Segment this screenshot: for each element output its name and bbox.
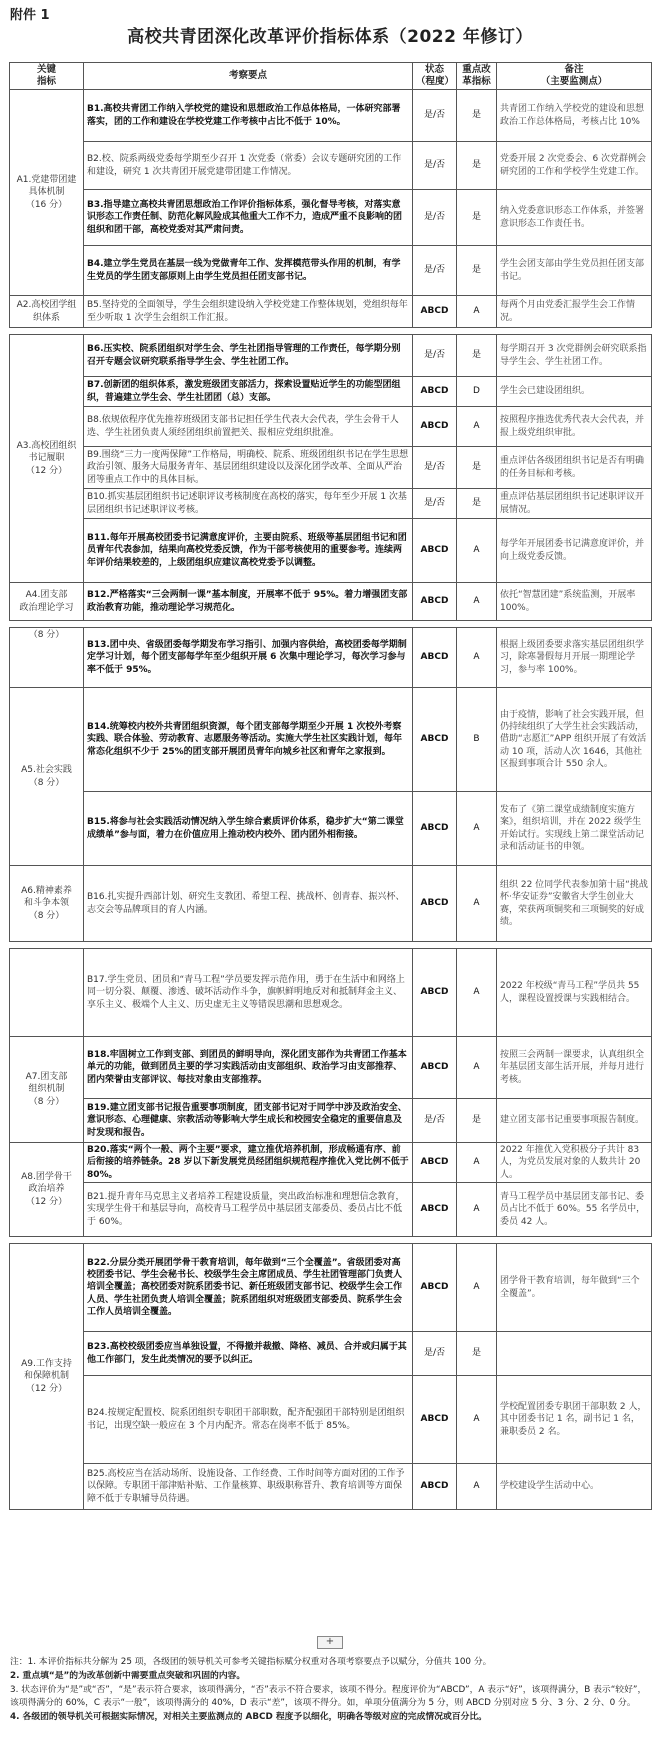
status-cell: ABCD (413, 1037, 457, 1099)
note-cell: 每学期召开 3 次党群例会研究联系指导学生会、学生社团工作。 (497, 335, 652, 377)
status-cell: 是/否 (413, 190, 457, 246)
note-cell: 每两个月由党委汇报学生会工作情况。 (497, 296, 652, 328)
point-cell: B15.将参与社会实践活动情况纳入学生综合素质评价体系，稳步扩大“第二课堂成绩单”参与面，着力在价值应用上推动校内校外、团内团外相衔接。 (84, 792, 413, 866)
column-header-note: 备注 （主要监测点） (497, 63, 652, 90)
note-cell: 2022 年推优入党积极分子共计 83 人，为党员发展对象的人数共计 20 人。 (497, 1143, 652, 1183)
note-cell: 发布了《第二课堂成绩制度实施方案》，组织培训，并在 2022 级学生开始试行。实现线上第二课堂活动记录和活动证书的申领。 (497, 792, 652, 866)
status-cell: 是/否 (413, 1099, 457, 1143)
status-cell: ABCD (413, 1464, 457, 1510)
status-cell: 是/否 (413, 1332, 457, 1376)
point-cell: B17.学生党员、团员和“青马工程”学员要发挥示范作用，勇于在生活中和网络上同一切分裂、颠覆、渗透、破坏活动作斗争，旗帜鲜明地反对和抵制拜金主义、享乐主义、极端个人主义、历史虚无主义等错误思潮和思想观念。 (84, 949, 413, 1037)
note-cell: 团学骨干教育培训，每年做到“三个全覆盖”。 (497, 1244, 652, 1332)
status-cell: 是/否 (413, 335, 457, 377)
status-cell: ABCD (413, 407, 457, 447)
status-cell: ABCD (413, 583, 457, 621)
indicator-cell: A9.工作支持 和保障机制 （12 分） (10, 1244, 84, 1510)
key-reform-cell: A (457, 866, 497, 942)
note-cell (497, 1332, 652, 1376)
status-cell: 是/否 (413, 246, 457, 296)
key-reform-cell: A (457, 1464, 497, 1510)
note-cell: 依托“智慧团建”系统监测，开展率 100%。 (497, 583, 652, 621)
key-reform-cell: A (457, 407, 497, 447)
point-cell: B18.牢固树立工作到支部、到团员的鲜明导向，深化团支部作为共青团工作基本单元的功能，做到团员主要的学习实践活动由支部组织、政治学习由支部推荐、团内荣誉由支部评议、每技对象由支部推荐。 (84, 1037, 413, 1099)
point-cell: B2.校、院系两级党委每学期至少召开 1 次党委（常委）会议专题研究团的工作和建设，研究 1 次共青团开展党建带团建工作情况。 (84, 142, 413, 190)
indicator-cell: A7.团支部 组织机制 （8 分） (10, 1037, 84, 1143)
key-reform-cell: A (457, 296, 497, 328)
status-cell: 是/否 (413, 90, 457, 142)
note-cell: 学校建设学生活动中心。 (497, 1464, 652, 1510)
footnote-4: 4. 各级团的领导机关可根据实际情况，对相关主要监测点的 ABCD 程度予以细化，明确各等级对应的完成情况或百分比。 (10, 1712, 487, 1723)
point-cell: B21.提升青年马克思主义者培养工程建设质量，突出政治标准和理想信念教育，实现学生骨干和基层导向，高校青马工程学员中基层团支部委员、委员占比不低于 60%。 (84, 1183, 413, 1237)
point-cell: B11.每年开展高校团委书记满意度评价，主要由院系、班级等基层团组书记和团员青年代表参加，结果向高校党委反馈，作为干部考核使用的重要参考。连续两年评价结果较差的，上级团组织应建议高校党委予以调整。 (84, 519, 413, 583)
status-cell: ABCD (413, 1244, 457, 1332)
note-cell: 青马工程学员中基层团支部书记、委员占比不低于 60%。55 名学员中，委员 42 人。 (497, 1183, 652, 1237)
point-cell: B20.落实“两个一般、两个主要”要求，建立推优培养机制，形成畅通有序、前后衔接的培养链条。28 岁以下新发展党员经团组织规范程序推优入党比例不低于 80%。 (84, 1143, 413, 1183)
note-cell: 纳入党委意识形态工作体系，并签署意识形态工作责任书。 (497, 190, 652, 246)
note-cell: 按照程序推选优秀代表大会代表，并报上级党组织审批。 (497, 407, 652, 447)
key-reform-cell: 是 (457, 489, 497, 519)
key-reform-cell: A (457, 628, 497, 688)
annex-label: 附件 1 (10, 8, 50, 23)
indicator-cell: A5.社会实践 （8 分） (10, 688, 84, 866)
status-cell: ABCD (413, 628, 457, 688)
status-cell: ABCD (413, 519, 457, 583)
note-cell: 共青团工作纳入学校党的建设和思想政治工作总体格局，考核占比 10% (497, 90, 652, 142)
note-cell: 按照三会两制一课要求，认真组织全年基层团支部生活开展，并每月进行考核。 (497, 1037, 652, 1099)
key-reform-cell: A (457, 1037, 497, 1099)
indicator-cell: （8 分） (10, 628, 84, 688)
status-cell: 是/否 (413, 142, 457, 190)
note-cell: 学生会已建设团组织。 (497, 377, 652, 407)
point-cell: B16.扎实提升西部计划、研究生支教团、希望工程、挑战杯、创青春、振兴杯、志交会等品牌项目的育人内涵。 (84, 866, 413, 942)
column-header-key: 重点改 革指标 (457, 63, 497, 90)
status-cell: ABCD (413, 866, 457, 942)
point-cell: B10.抓实基层团组织书记述职评议考核制度在高校的落实，每年至少开展 1 次基层团组织书记述职评议考核。 (84, 489, 413, 519)
note-cell: 学生会团支部由学生党员担任团支部书记。 (497, 246, 652, 296)
indicator-cell: A3.高校团组织 书记履职 （12 分） (10, 335, 84, 583)
key-reform-cell: A (457, 1183, 497, 1237)
indicator-cell: A2.高校团学组 织体系 (10, 296, 84, 328)
key-reform-cell: A (457, 1244, 497, 1332)
key-reform-cell: 是 (457, 1099, 497, 1143)
status-cell: 是/否 (413, 447, 457, 489)
key-reform-cell: B (457, 688, 497, 792)
key-reform-cell: A (457, 949, 497, 1037)
footnote-1: 注：1. 本评价指标共分解为 25 项，各级团的领导机关可参考关键指标赋分权重对各项考察要点予以赋分，分值共 100 分。 (10, 1657, 492, 1667)
key-reform-cell: 是 (457, 246, 497, 296)
point-cell: B7.创新团的组织体系，激发班级团支部活力，探索设置贴近学生的功能型团组织，普遍建立学生会、学生社团团（总）支部。 (84, 377, 413, 407)
key-reform-cell: 是 (457, 1332, 497, 1376)
note-cell: 党委开展 2 次党委会、6 次党群例会研究团的工作和学校学生党建工作。 (497, 142, 652, 190)
key-reform-cell: 是 (457, 142, 497, 190)
note-cell: 每学年开展团委书记满意度评价，并向上级党委反馈。 (497, 519, 652, 583)
point-cell: B8.依规依程序优先推荐班级团支部书记担任学生代表大会代表，学生会骨干人选、学生社团负责人须经团组织前置把关、报相应党组织批准。 (84, 407, 413, 447)
status-cell: ABCD (413, 949, 457, 1037)
note-cell: 重点评估基层团组织书记述职评议开展情况。 (497, 489, 652, 519)
point-cell: B13.团中央、省级团委每学期发布学习指引、加强内容供给，高校团委每学期制定学习计划，每个团支部每学年至少组织开展 6 次集中理论学习，每次学习参与率不低于 95%。 (84, 628, 413, 688)
status-cell: ABCD (413, 688, 457, 792)
key-reform-cell: 是 (457, 335, 497, 377)
key-reform-cell: 是 (457, 90, 497, 142)
note-cell: 根据上级团委要求落实基层团组织学习，除寒暑假每月开展一期理论学习，参与率 100%。 (497, 628, 652, 688)
status-cell: 是/否 (413, 489, 457, 519)
indicator-cell: A6.精神素养 和斗争本领 （8 分） (10, 866, 84, 942)
key-reform-cell: A (457, 792, 497, 866)
point-cell: B24.按规定配置校、院系团组织专职团干部职数，配齐配强团干部特别是团组织书记，出现空缺一般应在 3 个月内配齐。常态在岗率不低于 85%。 (84, 1376, 413, 1464)
point-cell: B4.建立学生党员在基层一线为党做青年工作、发挥模范带头作用的机制，有学生党员的学生团支部原则上由学生党员担任团支部书记。 (84, 246, 413, 296)
note-cell: 由于疫情，影响了社会实践开展，但仍持续组织了大学生社会实践活动，借助“志愿汇”APP 组织开展了有效活动 10 项，活动人次 1646，其他社区报到事项合计 550 余人。 (497, 688, 652, 792)
point-cell: B12.严格落实“三会两制一课”基本制度，开展率不低于 95%。着力增强团支部政治教育功能，推动理论学习规范化。 (84, 583, 413, 621)
indicator-cell: A1.党建带团建 具体机制 （16 分） (10, 90, 84, 296)
key-reform-cell: D (457, 377, 497, 407)
point-cell: B23.高校校级团委应当单独设置，不得撤并裁撤、降格、减员、合并或归属于其他工作部门，发生此类情况的要予以纠正。 (84, 1332, 413, 1376)
status-cell: ABCD (413, 377, 457, 407)
note-cell: 组织 22 位同学代表参加第十届“挑战杯·华安证券”安徽省大学生创业大赛，荣获两项铜奖和三项铜奖的好成绩。 (497, 866, 652, 942)
note-cell: 学校配置团委专职团干部职数 2 人，其中团委书记 1 名，副书记 1 名，兼职委员 2 名。 (497, 1376, 652, 1464)
indicator-table (9, 62, 652, 1510)
point-cell: B22.分层分类开展团学骨干教育培训，每年做到“三个全覆盖”。省级团委对高校团委书记、学生会秘书长、校级学生会主席团成员、学生社团管理部门负责人培训全覆盖；高校团委对院系团委书记、新任班级团支部书记、校级学生会工作人员、学生社团负责人培训全覆盖；院系团组织对班级团支部委员、院系学生会工作人员培训全覆盖。 (84, 1244, 413, 1332)
point-cell: B1.高校共青团工作纳入学校党的建设和思想政治工作总体格局，一体研究部署落实，团的工作和建设在学校党建工作考核中占比不低于 10%。 (84, 90, 413, 142)
key-reform-cell: 是 (457, 447, 497, 489)
note-cell: 重点评估各级团组织书记是否有明确的任务目标和考核。 (497, 447, 652, 489)
key-reform-cell: A (457, 1143, 497, 1183)
status-cell: ABCD (413, 296, 457, 328)
footnote-3: 3. 状态评价为“是”或“否”，“是”表示符合要求，该项得满分，“否”表示不符合要求，该项不得分。程度评价为“ABCD”，A 表示“好”，该项得满分，B 表示“较好”，该项得满分的 60%，C 表示“一般”，该项得满分的 40%，D 表示“差”，该项不得分。如，单项分值满分为 5 分，则 ABCD 分别对应 5 分、3 分、2 分、0 分。 (10, 1684, 647, 1709)
indicator-cell (10, 949, 84, 1037)
footnote-2: 2. 重点填“是”的为改革创新中需要重点突破和巩固的内容。 (10, 1670, 246, 1681)
status-cell: ABCD (413, 1143, 457, 1183)
key-reform-cell: A (457, 1376, 497, 1464)
key-reform-cell: A (457, 519, 497, 583)
footnotes (10, 1656, 650, 1725)
key-reform-cell: A (457, 583, 497, 621)
point-cell: B6.压实校、院系团组织对学生会、学生社团指导管理的工作责任，每学期分别召开专题会议研究联系指导学生会、学生社团工作。 (84, 335, 413, 377)
column-header-indicator: 关键 指标 (10, 63, 84, 90)
point-cell: B3.指导建立高校共青团思想政治工作评价指标体系，强化督导考核，对落实意识形态工作责任制、防范化解风险成其他重大工作不力，造成严重不良影响的团组织和团干部，高校党委对其严肃问责。 (84, 190, 413, 246)
indicator-cell: A8.团学骨干 政治培养 （12 分） (10, 1143, 84, 1237)
status-cell: ABCD (413, 792, 457, 866)
point-cell: B14.统筹校内校外共青团组织资源，每个团支部每学期至少开展 1 次校外考察实践、联合体验、劳动教育、志愿服务等活动。实施大学生社区实践计划，每年常态化组织不少于 25%的团支部开展团员青年向城乡社区和青年之家报到。 (84, 688, 413, 792)
point-cell: B25.高校应当在活动场所、设施设备、工作经费、工作时间等方面对团的工作予以保障。专职团干部津贴补贴、工作量核算、职级职称晋升、教育培训等方面保障不低于专职辅导员待遇。 (84, 1464, 413, 1510)
column-header-point: 考察要点 (84, 63, 413, 90)
note-cell: 建立团支部书记重要事项报告制度。 (497, 1099, 652, 1143)
key-reform-cell: 是 (457, 190, 497, 246)
column-header-status: 状态 （程度） (413, 63, 457, 90)
indicator-cell: A4.团支部 政治理论学习 (10, 583, 84, 621)
add-row-button[interactable]: + (317, 1636, 343, 1649)
note-cell: 2022 年校级“青马工程”学员共 55 人，课程设置授课与实践相结合。 (497, 949, 652, 1037)
document-title: 高校共青团深化改革评价指标体系（2022 年修订） (127, 27, 533, 47)
point-cell: B5.坚持党的全面领导，学生会组织建设纳入学校党建工作整体规划，党组织每年至少听取 1 次学生会组织工作汇报。 (84, 296, 413, 328)
point-cell: B19.建立团支部书记报告重要事项制度，团支部书记对于同学中涉及政治安全、意识形态、心理健康、宗教活动等影响大学生成长和校园安全稳定的重要信息及时发现和报告。 (84, 1099, 413, 1143)
status-cell: ABCD (413, 1376, 457, 1464)
status-cell: ABCD (413, 1183, 457, 1237)
point-cell: B9.围绕“三力一度两保障”工作格局，明确校、院系、班级团组织书记在学生思想政治引领、服务大局服务青年、基层团组织建设以及深化团学改革、全面从严治团等重点工作中的具体目标。 (84, 447, 413, 489)
